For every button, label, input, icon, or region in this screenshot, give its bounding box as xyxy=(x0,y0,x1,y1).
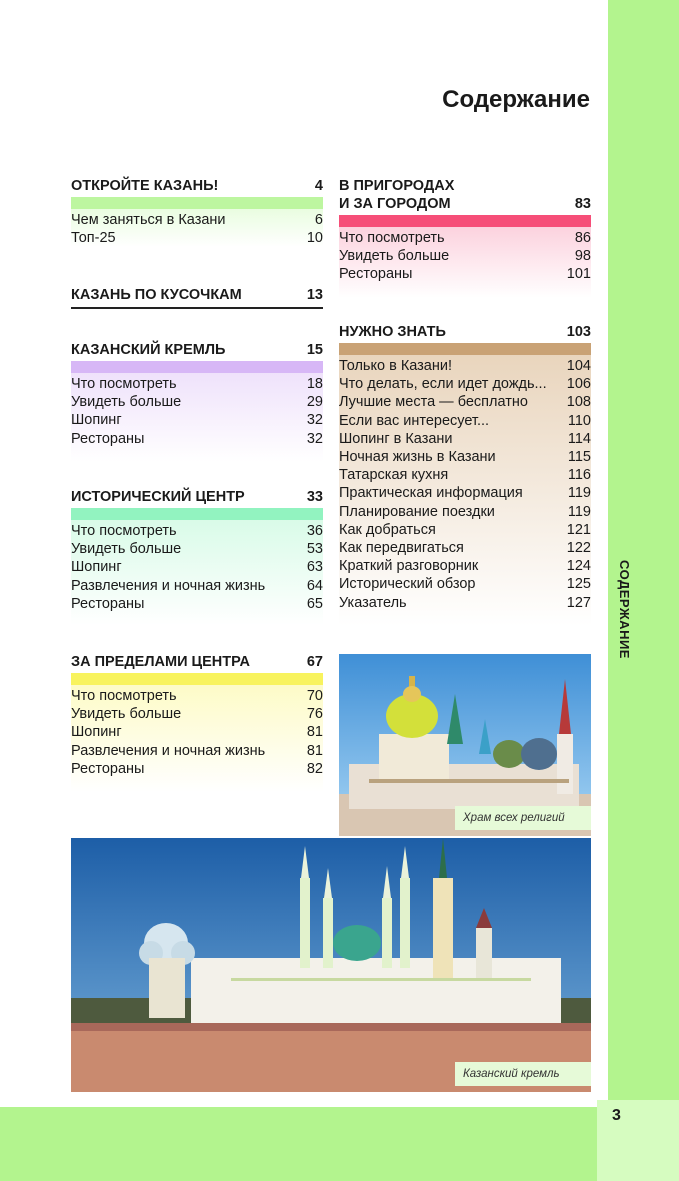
toc-row-label: Увидеть больше xyxy=(71,541,182,558)
toc-row[interactable] xyxy=(339,393,591,411)
bottom-band xyxy=(0,1107,679,1181)
toc-row[interactable] xyxy=(339,484,591,502)
toc-row-label: Увидеть больше xyxy=(71,394,182,411)
toc-row[interactable] xyxy=(339,229,591,247)
toc-row[interactable] xyxy=(71,705,323,723)
toc-row-label: Как передвигаться xyxy=(339,540,464,557)
toc-row-label: Топ-25 xyxy=(71,230,116,247)
section-page: 4 xyxy=(314,178,323,194)
section-heading xyxy=(71,488,323,506)
toc-row-label: Шопинг в Казани xyxy=(339,430,453,447)
toc-row-page: 121 xyxy=(566,521,591,538)
toc-row[interactable] xyxy=(71,375,323,393)
toc-row[interactable] xyxy=(339,448,591,466)
toc-section-discover[interactable] xyxy=(71,177,323,247)
toc-row-page: 81 xyxy=(306,724,323,741)
toc-row-label: Что делать, если идет дождь... xyxy=(339,376,547,393)
section-items xyxy=(71,685,323,792)
toc-row-page: 114 xyxy=(567,430,591,447)
section-color-bar xyxy=(71,673,323,685)
section-page: 13 xyxy=(306,287,323,303)
section-title: ИСТОРИЧЕСКИЙ ЦЕНТР xyxy=(71,489,245,505)
toc-row[interactable] xyxy=(339,503,591,521)
toc-row-label: Рестораны xyxy=(71,430,145,447)
toc-row[interactable] xyxy=(71,393,323,411)
toc-row-label: Шопинг xyxy=(71,724,122,741)
toc-row[interactable] xyxy=(339,539,591,557)
photo-kazan-kremlin xyxy=(71,838,591,1092)
toc-section-kazan-pieces[interactable] xyxy=(71,286,323,309)
section-items xyxy=(71,373,323,462)
page-number-box xyxy=(597,1100,679,1181)
toc-row[interactable] xyxy=(339,575,591,593)
side-label: СОДЕРЖАНИЕ xyxy=(617,560,632,659)
toc-row-page: 124 xyxy=(566,558,591,575)
section-title-line: В ПРИГОРОДАХ xyxy=(339,178,455,194)
section-title-line: И ЗА ГОРОДОМ xyxy=(339,196,451,212)
section-color-bar xyxy=(339,215,591,227)
toc-row-page: 106 xyxy=(566,376,591,393)
section-heading xyxy=(339,177,591,213)
toc-row-page: 10 xyxy=(306,230,323,247)
toc-row-page: 98 xyxy=(574,248,591,265)
toc-section-suburbs[interactable] xyxy=(339,177,591,298)
toc-row[interactable] xyxy=(339,265,591,283)
toc-row-page: 104 xyxy=(566,358,591,374)
toc-row-page: 70 xyxy=(306,688,323,704)
toc-row-page: 65 xyxy=(306,595,323,612)
toc-row-page: 32 xyxy=(306,430,323,447)
toc-row-page: 127 xyxy=(566,594,591,611)
toc-row-label: Что посмотреть xyxy=(339,230,445,246)
section-items xyxy=(339,227,591,298)
toc-row-page: 64 xyxy=(306,577,323,594)
toc-row-page: 36 xyxy=(306,523,323,539)
toc-row[interactable] xyxy=(71,687,323,705)
toc-row-label: Шопинг xyxy=(71,559,122,576)
page-title: Содержание xyxy=(442,86,590,113)
section-heading xyxy=(71,341,323,359)
toc-row-page: 116 xyxy=(567,467,591,484)
toc-row[interactable] xyxy=(339,466,591,484)
toc-row-page: 110 xyxy=(567,412,591,429)
toc-row[interactable] xyxy=(71,211,323,229)
toc-row-label: Как добраться xyxy=(339,521,436,538)
toc-row-label: Увидеть больше xyxy=(339,248,450,265)
toc-row[interactable] xyxy=(71,760,323,778)
toc-row-page: 63 xyxy=(306,559,323,576)
section-color-bar xyxy=(71,361,323,373)
toc-row[interactable] xyxy=(71,522,323,540)
toc-row-label: Рестораны xyxy=(71,595,145,612)
toc-row[interactable] xyxy=(339,594,591,612)
toc-row-page: 6 xyxy=(314,212,323,228)
toc-section-need-to-know[interactable] xyxy=(339,323,591,626)
toc-row[interactable] xyxy=(339,357,591,375)
toc-row-label: Чем заняться в Казани xyxy=(71,212,226,228)
toc-row-page: 29 xyxy=(306,394,323,411)
toc-row-label: Рестораны xyxy=(71,760,145,777)
section-items xyxy=(71,209,323,247)
toc-section-kremlin[interactable] xyxy=(71,341,323,462)
toc-row[interactable] xyxy=(71,229,323,247)
section-title: ОТКРОЙТЕ КАЗАНЬ! xyxy=(71,178,219,194)
section-page: 83 xyxy=(574,196,591,212)
section-color-bar xyxy=(71,197,323,209)
toc-row-page: 115 xyxy=(567,449,591,466)
toc-row-page: 119 xyxy=(567,485,591,502)
section-color-bar xyxy=(71,508,323,520)
toc-row-label: Татарская кухня xyxy=(339,467,449,484)
toc-row[interactable] xyxy=(339,247,591,265)
photo-caption: Казанский кремль xyxy=(455,1062,591,1086)
section-page: 103 xyxy=(566,324,591,340)
toc-section-outside-center[interactable] xyxy=(71,653,323,792)
toc-row-page: 18 xyxy=(306,376,323,392)
toc-row-label: Ночная жизнь в Казани xyxy=(339,449,496,466)
kremlin-illustration xyxy=(71,838,591,1092)
toc-row-page: 53 xyxy=(306,541,323,558)
toc-row-page: 32 xyxy=(306,412,323,429)
section-title: ЗА ПРЕДЕЛАМИ ЦЕНТРА xyxy=(71,654,250,670)
toc-row-label: Исторический обзор xyxy=(339,576,476,593)
section-heading xyxy=(339,323,591,341)
toc-row-page: 81 xyxy=(306,742,323,759)
toc-row[interactable] xyxy=(339,412,591,430)
toc-row-page: 108 xyxy=(566,394,591,411)
toc-row[interactable] xyxy=(339,430,591,448)
toc-row[interactable] xyxy=(71,558,323,576)
toc-row[interactable] xyxy=(339,521,591,539)
section-underline xyxy=(71,307,323,309)
section-heading xyxy=(71,286,323,304)
toc-row-page: 119 xyxy=(567,503,591,520)
toc-row[interactable] xyxy=(339,557,591,575)
section-title: НУЖНО ЗНАТЬ xyxy=(339,324,446,340)
section-page: 67 xyxy=(306,654,323,670)
photo-caption: Храм всех религий xyxy=(455,806,591,830)
toc-row-label: Если вас интересует... xyxy=(339,412,490,429)
section-title: КАЗАНСКИЙ КРЕМЛЬ xyxy=(71,342,226,358)
page-number: 3 xyxy=(612,1107,621,1124)
section-color-bar xyxy=(339,343,591,355)
toc-row[interactable] xyxy=(71,540,323,558)
section-heading xyxy=(71,177,323,195)
toc-row-page: 86 xyxy=(574,230,591,246)
toc-row-page: 101 xyxy=(566,266,591,283)
toc-row-label: Краткий разговорник xyxy=(339,558,479,575)
toc-row-page: 125 xyxy=(566,576,591,593)
toc-row-label: Планирование поездки xyxy=(339,503,495,520)
toc-row[interactable] xyxy=(71,411,323,429)
toc-row-label: Лучшие места — бесплатно xyxy=(339,394,528,411)
toc-row-page: 122 xyxy=(566,540,591,557)
toc-row[interactable] xyxy=(71,577,323,595)
toc-row[interactable] xyxy=(71,430,323,448)
toc-section-historic-center[interactable] xyxy=(71,488,323,625)
section-items xyxy=(339,355,591,626)
toc-row-label: Что посмотреть xyxy=(71,376,177,392)
toc-row-label: Что посмотреть xyxy=(71,688,177,704)
section-page: 15 xyxy=(306,342,323,358)
toc-row-label: Увидеть больше xyxy=(71,706,182,723)
toc-row-page: 82 xyxy=(306,760,323,777)
toc-row-label: Практическая информация xyxy=(339,485,523,502)
toc-row[interactable] xyxy=(71,595,323,613)
toc-row[interactable] xyxy=(71,723,323,741)
toc-row-label: Что посмотреть xyxy=(71,523,177,539)
section-title: КАЗАНЬ ПО КУСОЧКАМ xyxy=(71,287,242,303)
section-page: 33 xyxy=(306,489,323,505)
toc-row[interactable] xyxy=(339,375,591,393)
section-heading xyxy=(71,653,323,671)
toc-row-label: Только в Казани! xyxy=(339,358,453,374)
toc-row-page: 76 xyxy=(306,706,323,723)
section-items xyxy=(71,520,323,625)
toc-row-label: Шопинг xyxy=(71,412,122,429)
toc-row-label: Развлечения и ночная жизнь xyxy=(71,742,266,759)
toc-row-label: Развлечения и ночная жизнь xyxy=(71,577,266,594)
toc-row-label: Рестораны xyxy=(339,266,413,283)
side-strip xyxy=(608,0,679,1100)
toc-row-label: Указатель xyxy=(339,594,407,611)
toc-row[interactable] xyxy=(71,742,323,760)
